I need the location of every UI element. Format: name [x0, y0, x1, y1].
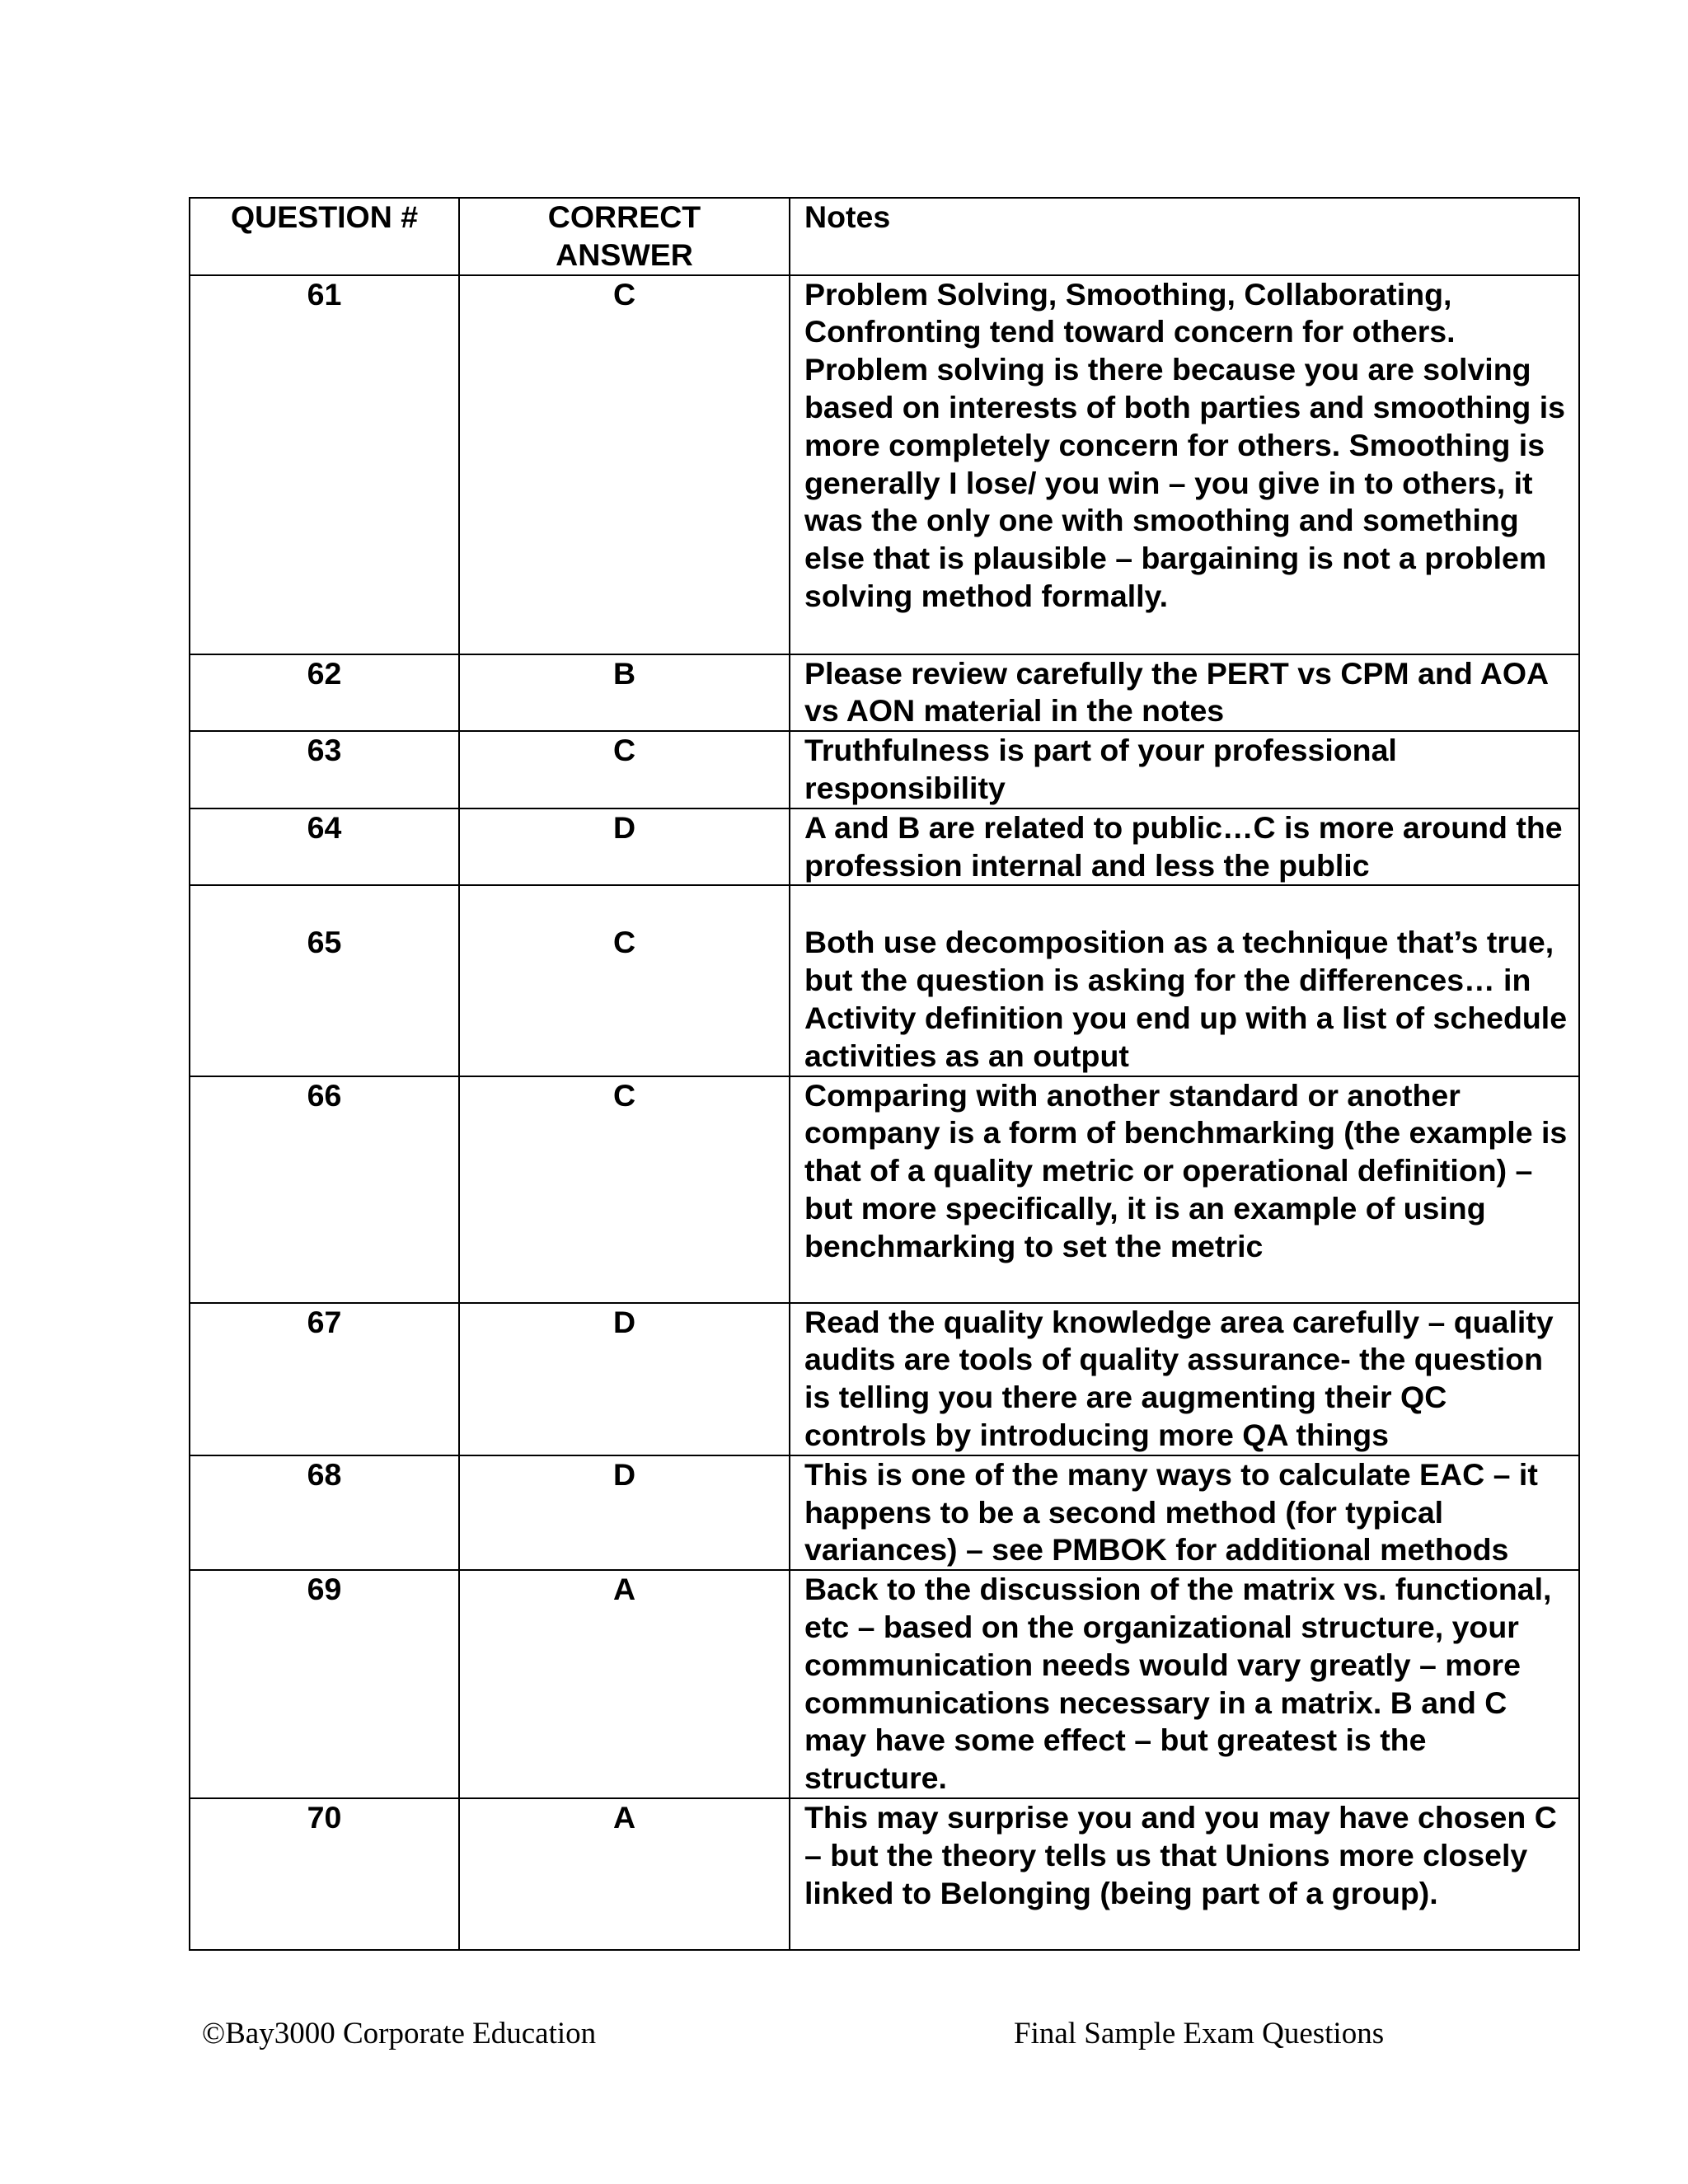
- table-row: [190, 654, 1579, 732]
- correct-answer-header: CORRECT ANSWER: [459, 198, 790, 275]
- answer-notes: Read the quality knowledge area carefully – quality audits are tools of quality assurance- the question is telling you there are augmenting their QC controls by introducing more QA things: [790, 1303, 1579, 1455]
- footer-document-title: Final Sample Exam Questions: [1014, 2017, 1385, 2050]
- question-number-header: QUESTION #: [190, 198, 459, 275]
- answer-notes: Problem Solving, Smoothing, Collaborating, Confronting tend toward concern for others. Problem solving is there because you are solving based on interests of both parties and smoothing is more completely concern for others. Smoothing is generally I lose/ you win – you give in to others, it was the only one with smoothing and something else that is plausible – bargaining is not a problem solving method formally.: [790, 275, 1579, 654]
- question-number: 62: [190, 654, 459, 732]
- correct-answer: C: [459, 1076, 790, 1303]
- answer-notes: This may surprise you and you may have chosen C – but the theory tells us that Unions more closely linked to Belonging (being part of a group).: [790, 1798, 1579, 1950]
- correct-answer: D: [459, 1455, 790, 1570]
- correct-answer: B: [459, 654, 790, 732]
- answer-notes: Comparing with another standard or another company is a form of benchmarking (the example is that of a quality metric or operational definition) – but more specifically, it is an example of using benchmarking to set the metric: [790, 1076, 1579, 1303]
- question-number: 67: [190, 1303, 459, 1455]
- answer-key-table: [189, 197, 1580, 1951]
- answer-notes: Truthfulness is part of your professional responsibility: [790, 731, 1579, 808]
- answer-notes: Please review carefully the PERT vs CPM and AOA vs AON material in the notes: [790, 654, 1579, 732]
- answer-notes: A and B are related to public…C is more around the profession internal and less the public: [790, 808, 1579, 886]
- question-number: 66: [190, 1076, 459, 1303]
- table-row: [190, 808, 1579, 886]
- table-row: [190, 1798, 1579, 1950]
- answer-notes: This is one of the many ways to calculate EAC – it happens to be a second method (for typical variances) – see PMBOK for additional methods: [790, 1455, 1579, 1570]
- notes-header: Notes: [790, 198, 1579, 275]
- question-number: 68: [190, 1455, 459, 1570]
- answer-notes: Both use decomposition as a technique that’s true, but the question is asking for the differences… in Activity definition you end up with a list of schedule activities as an output: [790, 885, 1579, 1076]
- correct-answer: C: [459, 275, 790, 654]
- answer-notes: Back to the discussion of the matrix vs. functional, etc – based on the organizational structure, your communication needs would vary greatly – more communications necessary in a matrix. B and C may have some effect – but greatest is the structure.: [790, 1570, 1579, 1798]
- table-row: [190, 885, 1579, 1076]
- table-row: [190, 1303, 1579, 1455]
- correct-answer: D: [459, 808, 790, 886]
- table-row: [190, 1455, 1579, 1570]
- question-number: 69: [190, 1570, 459, 1798]
- correct-answer: A: [459, 1798, 790, 1950]
- table-header-row: [190, 198, 1579, 275]
- correct-answer: A: [459, 1570, 790, 1798]
- correct-answer: C: [459, 731, 790, 808]
- question-number: 64: [190, 808, 459, 886]
- table-row: [190, 1076, 1579, 1303]
- question-number: 61: [190, 275, 459, 654]
- question-number: 70: [190, 1798, 459, 1950]
- table-row: [190, 731, 1579, 808]
- correct-answer: D: [459, 1303, 790, 1455]
- question-number: 65: [190, 885, 459, 1076]
- question-number: 63: [190, 731, 459, 808]
- table-row: [190, 1570, 1579, 1798]
- correct-answer: C: [459, 885, 790, 1076]
- table-row: [190, 275, 1579, 654]
- footer-copyright: ©Bay3000 Corporate Education: [202, 2017, 597, 2050]
